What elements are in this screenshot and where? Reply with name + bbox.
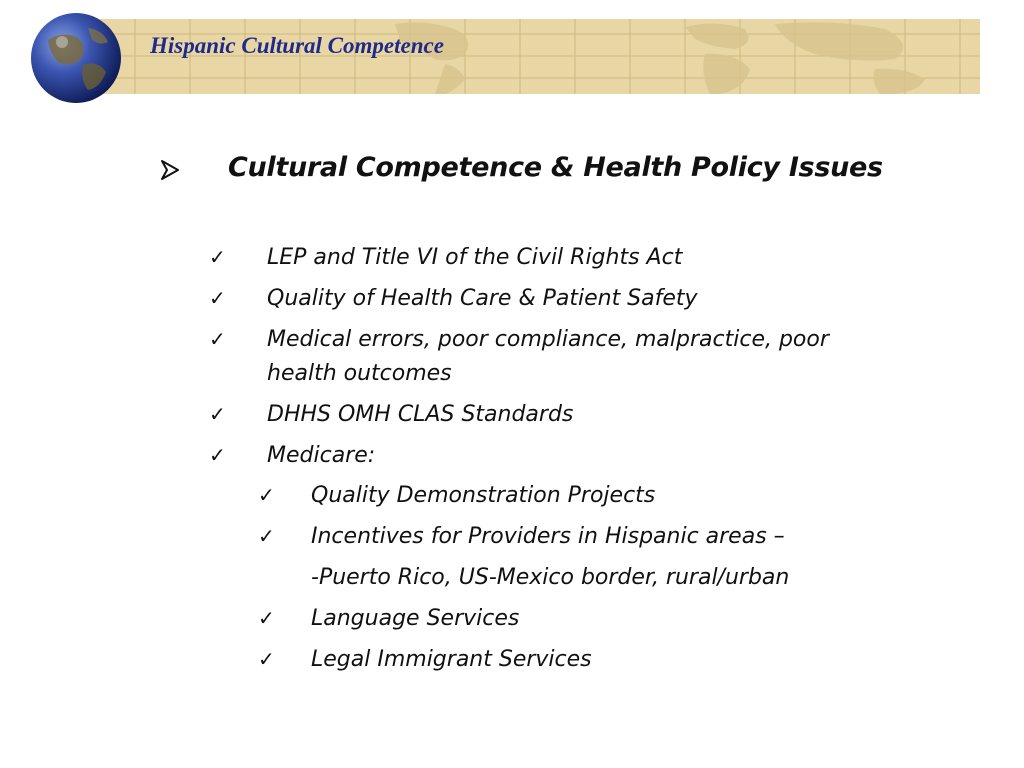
list-item-text: health outcomes	[267, 361, 452, 386]
checkmark-icon: ✓	[258, 606, 275, 630]
sub-list-item-text: Legal Immigrant Services	[311, 647, 592, 672]
checkmark-icon: ✓	[209, 245, 226, 269]
list-item-text: DHHS OMH CLAS Standards	[267, 402, 574, 427]
list-item-text: Medical errors, poor compliance, malpractice, poor	[267, 327, 829, 352]
sub-list-item-text: Quality Demonstration Projects	[311, 483, 656, 508]
checkmark-icon: ✓	[209, 443, 226, 467]
heading-text: Cultural Competence & Health Policy Issues	[228, 152, 883, 183]
checkmark-icon: ✓	[258, 483, 275, 507]
checkmark-icon: ✓	[258, 647, 275, 671]
checkmark-icon: ✓	[209, 327, 226, 351]
globe-icon	[28, 10, 124, 106]
sub-list-item-text: -Puerto Rico, US-Mexico border, rural/urban	[311, 565, 790, 590]
header-banner	[95, 19, 980, 94]
checkmark-icon: ✓	[209, 286, 226, 310]
checkmark-icon: ✓	[209, 402, 226, 426]
checkmark-icon: ✓	[258, 524, 275, 548]
list-item-text: LEP and Title VI of the Civil Rights Act	[267, 245, 683, 270]
sub-list-item-text: Incentives for Providers in Hispanic areas –	[311, 524, 785, 549]
list-item-text: Medicare:	[267, 443, 376, 468]
list-item-text: Quality of Health Care & Patient Safety	[267, 286, 698, 311]
sub-list-item-text: Language Services	[311, 606, 520, 631]
presentation-title: Hispanic Cultural Competence	[150, 33, 444, 58]
arrow-bullet-icon	[158, 158, 182, 182]
